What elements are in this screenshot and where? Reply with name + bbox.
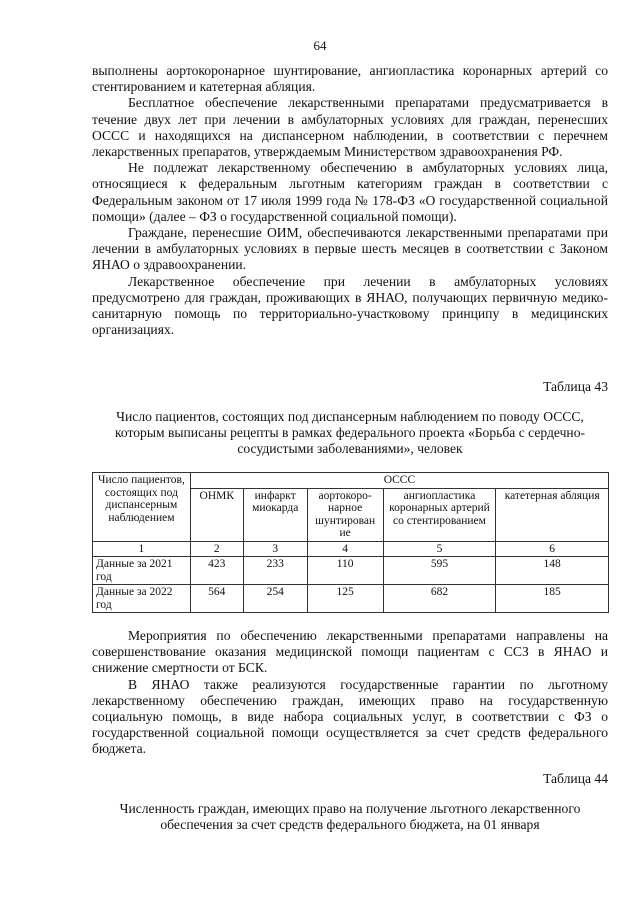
table-header-cell: ангиопластика коронарных артерий со стентированием (383, 488, 496, 541)
table-row-label: Данные за 2021 год (93, 557, 191, 585)
table-44-caption: Численность граждан, имеющих право на получение льготного лекарственного обеспечения за счет средств федерального бюджета, на 01 января (119, 801, 581, 833)
table-cell: 423 (190, 557, 243, 585)
table-header-cell: ОНМК (190, 488, 243, 541)
table-header-group: ОССС (190, 473, 608, 489)
table-cell: 233 (243, 557, 307, 585)
body-text-top (92, 63, 608, 338)
table-number-row (93, 541, 609, 557)
table-header-cell: катетерная абляция (496, 488, 609, 541)
table-43 (92, 472, 609, 613)
table-header-cell: аортокоро-нарное шунтирован ие (307, 488, 383, 541)
table-cell: 1 (93, 541, 191, 557)
table-cell: 148 (496, 557, 609, 585)
body-text-bottom (92, 628, 608, 758)
table-cell: 2 (190, 541, 243, 557)
table-header-cell: Число пациентов, состоящих под диспансерным наблюдением (93, 473, 191, 542)
paragraph: Мероприятия по обеспечению лекарственными препаратами направлены на совершенствование оказания медицинской помощи пациентам с ССЗ в ЯНАО и снижение смертности от БСК. (92, 628, 608, 676)
table-cell: 125 (307, 585, 383, 613)
table-cell: 110 (307, 557, 383, 585)
table-cell: 595 (383, 557, 496, 585)
table-header-cell: инфаркт миокарда (243, 488, 307, 541)
table-43-caption: Число пациентов, состоящих под диспансерным наблюдением по поводу ОССС, которым выписаны рецепты в рамках федерального проекта «Борьба с сердечно-сосудистыми заболеваниями», человек (114, 409, 586, 457)
paragraph: В ЯНАО также реализуются государственные гарантии по льготному лекарственному обеспечению граждан, имеющих право на государственную социальную помощь, в виде набора социальных услуг, в соответствии с ФЗ о государственной социальной помощи осуществляется за счет средств федерального бюджета. (92, 676, 608, 757)
table-row (93, 585, 609, 613)
table-43-label: Таблица 43 (543, 379, 608, 394)
table-44-label: Таблица 44 (543, 771, 608, 786)
paragraph: Не подлежат лекарственному обеспечению в амбулаторных условиях лица, относящиеся к федеральным льготным категориям граждан в соответствии с Федеральным законом от 17 июля 1999 года № 178-ФЗ «О государственной социальной помощи» (далее – ФЗ о государственной социальной помощи). (92, 160, 608, 224)
page-number: 64 (313, 38, 327, 53)
paragraph: Лекарственное обеспечение при лечении в амбулаторных условиях предусмотрено для граждан, проживающих в ЯНАО, получающих первичную медико-санитарную помощь по территориально-участковому принципу в медицинских организациях. (92, 273, 608, 338)
table-header-row (93, 473, 609, 489)
paragraph: выполнены аортокоронарное шунтирование, ангиопластика коронарных артерий со стентированием и катетерная абляция. (92, 63, 608, 95)
paragraph: Бесплатное обеспечение лекарственными препаратами предусматривается в течение двух лет при лечении в амбулаторных условиях для граждан, перенесших ОССС и находящихся на диспансерном наблюдении, в соответствии с перечнем лекарственных препаратов, утверждаемым Министерством здравоохранения РФ. (92, 95, 608, 160)
table-row (93, 557, 609, 585)
table-cell: 6 (496, 541, 609, 557)
table-cell: 3 (243, 541, 307, 557)
table-row-label: Данные за 2022 год (93, 585, 191, 613)
table-cell: 682 (383, 585, 496, 613)
table-cell: 185 (496, 585, 609, 613)
table-cell: 5 (383, 541, 496, 557)
table-cell: 4 (307, 541, 383, 557)
table-cell: 254 (243, 585, 307, 613)
paragraph: Граждане, перенесшие ОИМ, обеспечиваются лекарственными препаратами при лечении в амбулаторных условиях в первые шесть месяцев в соответствии с Законом ЯНАО о здравоохранении. (92, 225, 608, 273)
table-cell: 564 (190, 585, 243, 613)
